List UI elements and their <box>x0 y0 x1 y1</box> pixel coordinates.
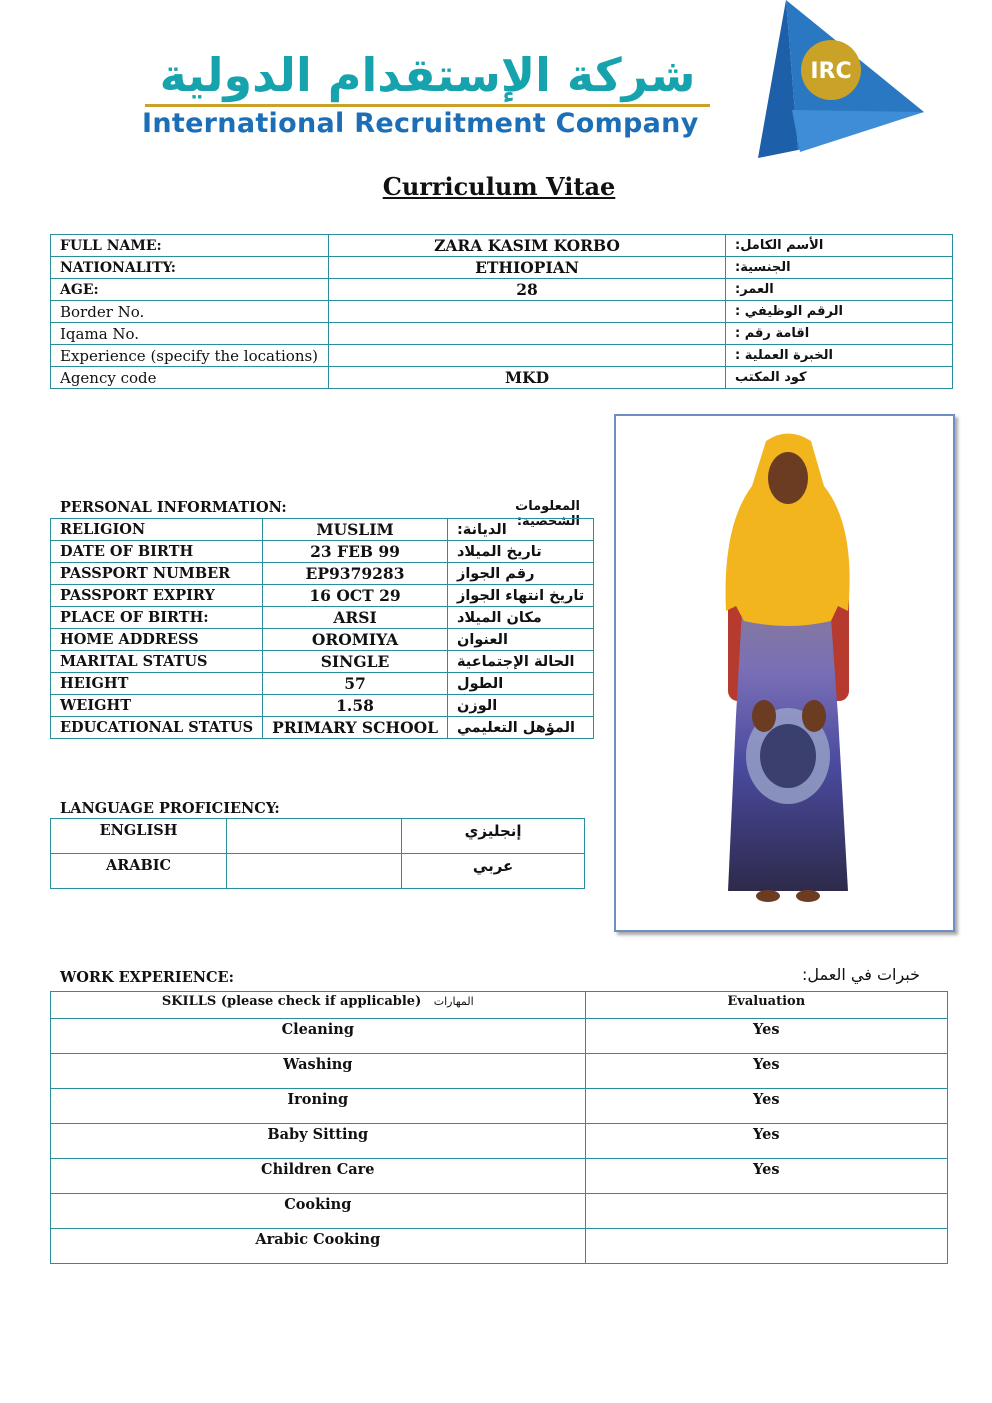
personal-row-height <box>51 673 594 695</box>
skill-evaluation: Yes <box>585 1054 947 1089</box>
label-education: EDUCATIONAL STATUS <box>51 717 263 739</box>
value-nationality: ETHIOPIAN <box>329 257 726 279</box>
skill-row <box>51 1124 948 1159</box>
candidate-info-table <box>50 234 953 389</box>
value-age: 28 <box>329 279 726 301</box>
label-border-no-ar: الرقم الوظيفي : <box>726 301 953 323</box>
label-passport-number: PASSPORT NUMBER <box>51 563 263 585</box>
skills-header <box>51 992 586 1019</box>
label-full-name: FULL NAME: <box>51 235 329 257</box>
label-iqama-no-ar: اقامة رقم : <box>726 323 953 345</box>
personal-row-home-address <box>51 629 594 651</box>
language-row-arabic <box>51 854 585 889</box>
logo-badge-text: IRC <box>810 59 852 84</box>
label-english: ENGLISH <box>51 819 227 854</box>
value-english <box>227 819 402 854</box>
value-border-no <box>329 301 726 323</box>
label-dob: DATE OF BIRTH <box>51 541 263 563</box>
company-logo <box>728 0 928 160</box>
label-border-no: Border No. <box>51 301 329 323</box>
skill-row <box>51 1019 948 1054</box>
work-experience-heading-ar: خبرات في العمل: <box>801 965 920 984</box>
skill-name: Cleaning <box>51 1019 586 1054</box>
skill-evaluation: Yes <box>585 1019 947 1054</box>
value-home-address: OROMIYA <box>263 629 448 651</box>
candidate-photo <box>614 414 955 932</box>
value-place-of-birth: ARSI <box>263 607 448 629</box>
personal-row-place-of-birth <box>51 607 594 629</box>
label-passport-expiry: PASSPORT EXPIRY <box>51 585 263 607</box>
label-weight-ar: الوزن <box>447 695 593 717</box>
value-marital-status: SINGLE <box>263 651 448 673</box>
personal-row-religion <box>51 519 594 541</box>
skill-row <box>51 1159 948 1194</box>
skills-header-label-ar: المهارات <box>433 995 474 1008</box>
right-foot <box>796 890 820 902</box>
skill-name: Ironing <box>51 1089 586 1124</box>
info-row-iqama-no <box>51 323 953 345</box>
label-passport-number-ar: رقم الجواز <box>447 563 593 585</box>
value-education: PRIMARY SCHOOL <box>263 717 448 739</box>
language-heading: LANGUAGE PROFICIENCY: <box>60 800 280 817</box>
value-agency-code: MKD <box>329 367 726 389</box>
label-nationality-ar: الجنسية: <box>726 257 953 279</box>
evaluation-header: Evaluation <box>585 992 947 1019</box>
skills-header-row <box>51 992 948 1019</box>
label-nationality: NATIONALITY: <box>51 257 329 279</box>
skill-evaluation <box>585 1194 947 1229</box>
label-home-address: HOME ADDRESS <box>51 629 263 651</box>
label-arabic: ARABIC <box>51 854 227 889</box>
label-weight: WEIGHT <box>51 695 263 717</box>
value-full-name: ZARA KASIM KORBO <box>329 235 726 257</box>
value-height: 57 <box>263 673 448 695</box>
info-row-full-name <box>51 235 953 257</box>
skill-evaluation <box>585 1229 947 1264</box>
label-marital-status: MARITAL STATUS <box>51 651 263 673</box>
left-hand <box>752 700 776 732</box>
value-iqama-no <box>329 323 726 345</box>
skill-evaluation: Yes <box>585 1159 947 1194</box>
skill-row <box>51 1089 948 1124</box>
personal-info-table <box>50 518 594 739</box>
language-table <box>50 818 585 889</box>
label-iqama-no: Iqama No. <box>51 323 329 345</box>
skill-evaluation: Yes <box>585 1089 947 1124</box>
label-dob-ar: تاريخ الميلاد <box>447 541 593 563</box>
skills-header-label: SKILLS (please check if applicable) <box>161 994 422 1009</box>
label-height-ar: الطول <box>447 673 593 695</box>
skill-name: Children Care <box>51 1159 586 1194</box>
value-passport-number: EP9379283 <box>263 563 448 585</box>
personal-info-heading: PERSONAL INFORMATION: <box>60 499 287 516</box>
info-row-nationality <box>51 257 953 279</box>
candidate-photo-illustration <box>616 416 953 930</box>
label-home-address-ar: العنوان <box>447 629 593 651</box>
label-marital-status-ar: الحالة الإجتماعية <box>447 651 593 673</box>
label-agency-code: Agency code <box>51 367 329 389</box>
personal-row-marital-status <box>51 651 594 673</box>
personal-row-dob <box>51 541 594 563</box>
company-name-arabic: شركة الإستقدام الدولية <box>159 48 696 102</box>
logo-divider <box>145 104 710 107</box>
value-dob: 23 FEB 99 <box>263 541 448 563</box>
label-agency-code-ar: كود المكتب <box>726 367 953 389</box>
label-place-of-birth: PLACE OF BIRTH: <box>51 607 263 629</box>
skill-row <box>51 1229 948 1264</box>
info-row-experience <box>51 345 953 367</box>
left-foot <box>756 890 780 902</box>
label-experience: Experience (specify the locations) <box>51 345 329 367</box>
label-english-ar: إنجليزي <box>402 819 585 854</box>
face <box>768 452 808 504</box>
value-experience <box>329 345 726 367</box>
label-passport-expiry-ar: تاريخ انتهاء الجواز <box>447 585 593 607</box>
personal-info-heading-ar: المعلومات الشخصية: <box>515 499 580 529</box>
value-religion: MUSLIM <box>263 519 448 541</box>
info-row-age <box>51 279 953 301</box>
skill-row <box>51 1054 948 1089</box>
work-experience-heading: WORK EXPERIENCE: <box>60 969 234 986</box>
skill-row <box>51 1194 948 1229</box>
info-row-border-no <box>51 301 953 323</box>
personal-row-education <box>51 717 594 739</box>
document-title: Curriculum Vitae <box>382 172 616 201</box>
skill-name: Baby Sitting <box>51 1124 586 1159</box>
logo-blade-base <box>792 110 924 152</box>
skill-name: Arabic Cooking <box>51 1229 586 1264</box>
label-education-ar: المؤهل التعليمي <box>447 717 593 739</box>
personal-row-passport-number <box>51 563 594 585</box>
label-full-name-ar: الأسم الكامل: <box>726 235 953 257</box>
label-religion-ar: الديانة: <box>447 519 593 541</box>
label-height: HEIGHT <box>51 673 263 695</box>
value-weight: 1.58 <box>263 695 448 717</box>
value-passport-expiry: 16 OCT 29 <box>263 585 448 607</box>
label-experience-ar: الخبرة العملية : <box>726 345 953 367</box>
skill-name: Washing <box>51 1054 586 1089</box>
personal-row-passport-expiry <box>51 585 594 607</box>
company-name-english: International Recruitment Company <box>142 108 699 139</box>
language-row-english <box>51 819 585 854</box>
label-age: AGE: <box>51 279 329 301</box>
right-hand <box>802 700 826 732</box>
dress-pattern-center <box>760 724 816 788</box>
skill-evaluation: Yes <box>585 1124 947 1159</box>
value-arabic <box>227 854 402 889</box>
label-arabic-ar: عربي <box>402 854 585 889</box>
label-religion: RELIGION <box>51 519 263 541</box>
personal-row-weight <box>51 695 594 717</box>
label-age-ar: العمر: <box>726 279 953 301</box>
skill-name: Cooking <box>51 1194 586 1229</box>
info-row-agency-code <box>51 367 953 389</box>
label-place-of-birth-ar: مكان الميلاد <box>447 607 593 629</box>
skills-table <box>50 991 948 1264</box>
